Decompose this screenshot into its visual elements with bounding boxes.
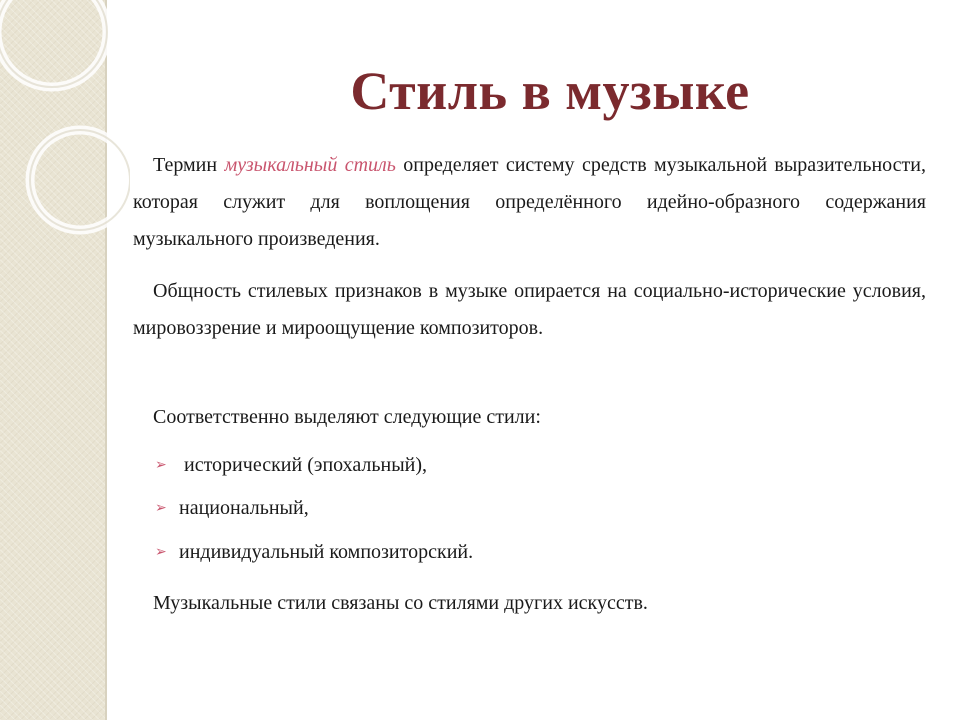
paragraph-definition [133, 147, 926, 258]
slide-title: Стиль в музыке [350, 61, 750, 121]
arrow-bullet-icon: ➢ [155, 458, 167, 473]
decorative-ring-bottom-outline [30, 130, 130, 230]
paragraph-definition-lead: Термин [153, 154, 225, 176]
list-item [155, 493, 309, 524]
list-item-text: национальный, [179, 497, 309, 519]
arrow-bullet-icon: ➢ [155, 501, 167, 516]
list-item-text: исторический (эпохальный), [179, 454, 428, 476]
paragraph-commonality: Общность стилевых признаков в музыке опирается на социально-исторические условия, мировоззрение и мироощущение композиторов. [133, 280, 926, 339]
paragraph-definition-rest: определяет систему средств музыкальной выразительности, которая служит для воплощения определённого идейно-образного содержания музыкального произведения. [133, 154, 927, 250]
decorative-rings [0, 0, 130, 260]
list-item [155, 537, 473, 568]
list-item [155, 450, 427, 481]
highlighted-term: музыкальный стиль [224, 154, 396, 176]
list-item-text: индивидуальный композиторский. [179, 541, 474, 563]
conclusion-text: Музыкальные стили связаны со стилями других искусств. [153, 592, 648, 614]
styles-intro: Соответственно выделяют следующие стили: [153, 406, 541, 428]
arrow-bullet-icon: ➢ [155, 545, 167, 560]
